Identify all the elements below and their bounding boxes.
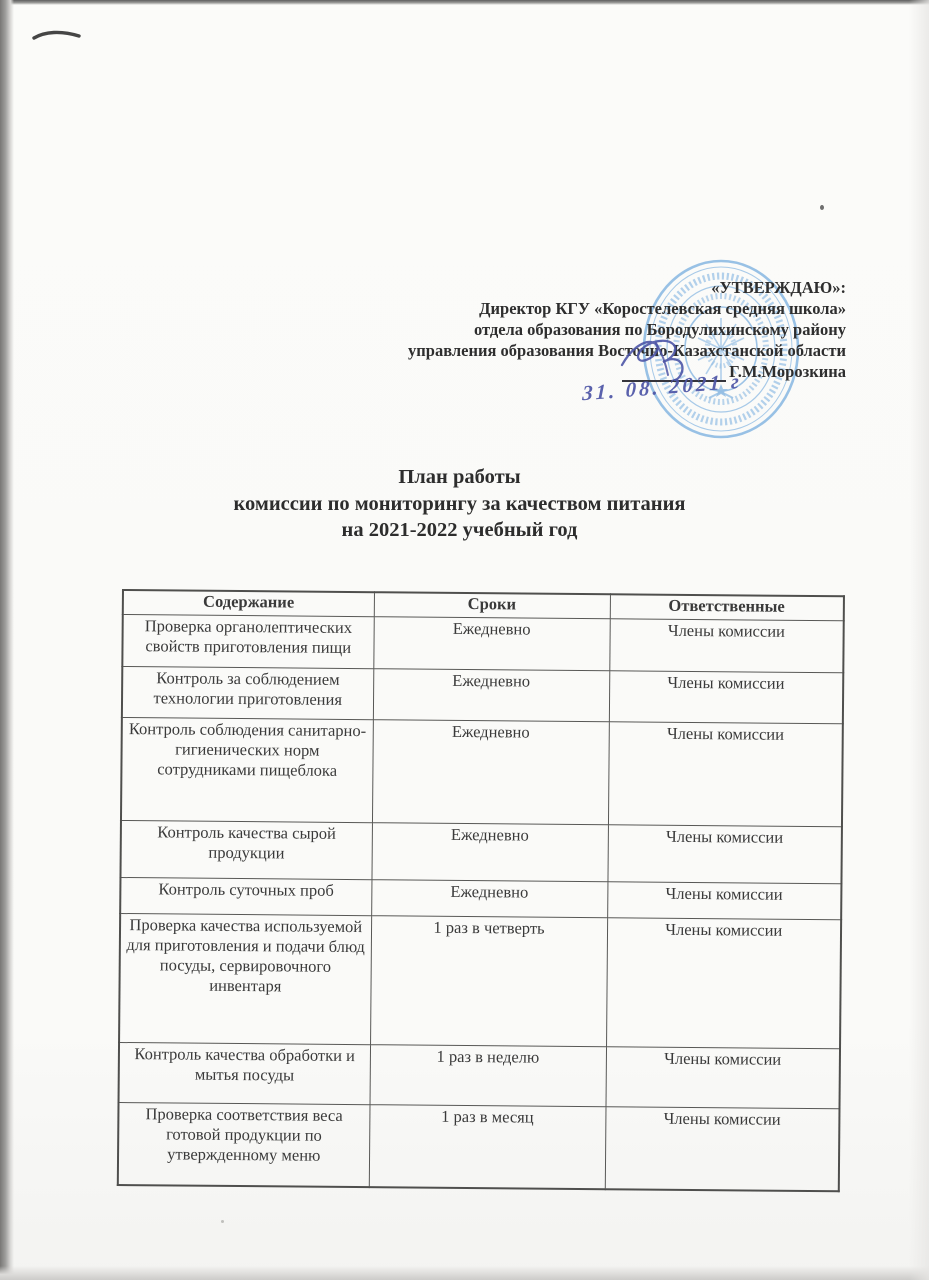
cell-content: Проверка органолептических свойств приготовления пищи: [122, 614, 373, 668]
scan-edge-left: [0, 0, 14, 1280]
table-row: [120, 820, 841, 883]
cell-responsible: Члены комиссии: [609, 670, 843, 723]
scan-speck: [221, 1220, 224, 1223]
table-row: [122, 614, 843, 672]
scan-speck: [820, 205, 824, 210]
approval-block: [266, 277, 846, 406]
cell-content: Контроль соблюдения санитарно-гигиенических норм сотрудниками пищеблока: [121, 717, 373, 822]
table-row: [118, 1102, 840, 1191]
title-line-2: комиссии по мониторингу за качеством питания: [233, 492, 686, 515]
cell-content: Проверка качества используемой для приготовления и подачи блюд посуды, сервировочного инвентаря: [119, 913, 371, 1044]
cell-period: 1 раз в четверть: [370, 915, 607, 1046]
table-row: [119, 1042, 840, 1108]
cell-responsible: Члены комиссии: [606, 917, 841, 1048]
title-line-3: на 2021-2022 учебный год: [341, 519, 578, 541]
cell-responsible: Члены комиссии: [606, 1046, 841, 1108]
pen-mark: [31, 27, 83, 45]
cell-period: 1 раз в месяц: [369, 1104, 606, 1189]
cell-responsible: Члены комиссии: [608, 721, 843, 826]
cell-responsible: Члены комиссии: [609, 618, 843, 672]
scan-edge-bottom: [0, 1266, 929, 1280]
header-content: Содержание: [123, 590, 374, 616]
table-row: [119, 913, 841, 1048]
scan-edge-top: [0, 0, 929, 5]
cell-content: Контроль за соблюдением технологии приготовления: [122, 666, 373, 719]
cell-period: Ежедневно: [371, 879, 607, 917]
cell-responsible: Члены комиссии: [607, 824, 841, 883]
signature-row: [266, 361, 846, 382]
cell-content: Контроль качества сырой продукции: [120, 820, 371, 879]
title-line-1: План работы: [398, 466, 521, 488]
approval-line-4: управления образования Восточно-Казахстанской области: [408, 341, 846, 360]
cell-period: Ежедневно: [372, 719, 609, 824]
cell-content: Контроль суточных проб: [120, 877, 371, 915]
header-responsible: Ответственные: [610, 594, 844, 620]
cell-responsible: Члены комиссии: [605, 1106, 840, 1191]
approval-line-2: Директор КГУ «Коростелевская средняя школа»: [479, 299, 846, 318]
signer-name: Г.М.Морозкина: [729, 362, 846, 381]
cell-period: Ежедневно: [371, 822, 607, 881]
header-period: Сроки: [374, 592, 610, 618]
table-row: [122, 666, 843, 723]
cell-content: Контроль качества обработки и мытья посуды: [119, 1042, 371, 1104]
document-title: [0, 464, 924, 544]
cell-content: Проверка соответствия веса готовой продукции по утвержденному меню: [118, 1102, 370, 1187]
table-row: [121, 717, 843, 826]
handwritten-date: 31. 08. 2021 г: [581, 368, 743, 406]
table-row: [120, 877, 841, 919]
cell-period: Ежедневно: [373, 616, 609, 670]
approval-line-1: «УТВЕРЖДАЮ»:: [711, 278, 846, 297]
approval-line-3: отдела образования по Бородулихинскому району: [473, 320, 846, 339]
scan-edge-right: [909, 0, 929, 1280]
cell-period: 1 раз в неделю: [370, 1044, 607, 1106]
cell-period: Ежедневно: [373, 668, 609, 721]
plan-table-container: [117, 589, 845, 1192]
plan-table: [117, 589, 845, 1192]
cell-responsible: Члены комиссии: [607, 881, 841, 919]
